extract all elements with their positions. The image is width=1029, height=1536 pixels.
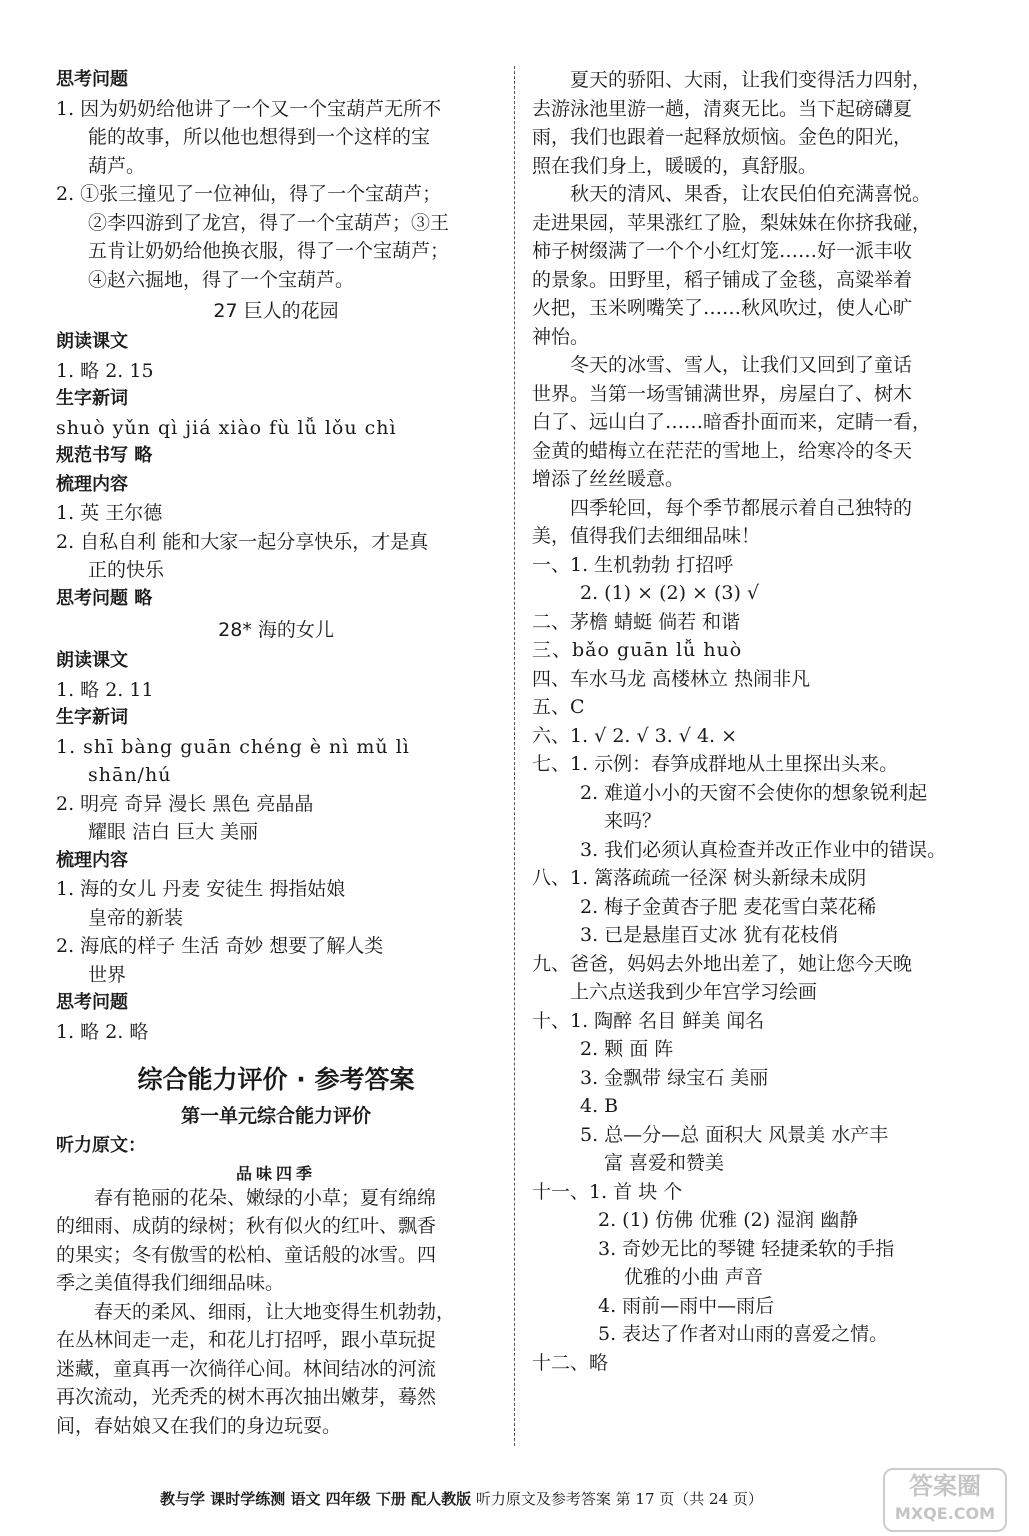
text-line: 七、1. 示例：春笋成群地从土里探出头来。	[532, 753, 899, 775]
left-column	[56, 66, 496, 1440]
text-line: 2. (1) 仿佛 优雅 (2) 湿润 幽静	[598, 1209, 859, 1231]
watermark-url: MXQE.COM	[894, 1504, 996, 1523]
text-line: 4. B	[580, 1095, 619, 1117]
text-line: 2. 海底的样子 生活 奇妙 想要了解人类	[56, 935, 384, 957]
text-line: 神怡。	[532, 325, 590, 348]
section-heading: 思考问题	[56, 992, 128, 1013]
footer-book-title: 教与学 课时学练测 语文 四年级 下册 配人教版	[160, 1490, 472, 1508]
lesson-title: 27 巨人的花园	[213, 300, 339, 322]
passage-title: 品味四季	[235, 1163, 316, 1183]
text-line: 迷藏，童真再一次徜徉心间。林间结冰的河流	[56, 1357, 437, 1380]
text-line: 优雅的小曲 声音	[624, 1266, 764, 1288]
text-line: 上六点送我到少年宫学习绘画	[570, 981, 818, 1003]
column-divider	[514, 66, 515, 1446]
text-line: ②李四游到了龙宫，得了一个宝葫芦；③王	[88, 211, 450, 234]
text-line: 金黄的蜡梅立在茫茫的雪地上，给寒冷的冬天	[532, 439, 913, 462]
text-line: 季之美值得我们细细品味。	[56, 1272, 285, 1294]
text-line: 十、1. 陶醉 名目 鲜美 闻名	[532, 1009, 765, 1032]
text-line: 1. 略 2. 略	[56, 1020, 149, 1043]
text-line: 冬天的冰雪、雪人，让我们又回到了童话	[570, 354, 913, 376]
section-heading: 朗读课文	[56, 650, 128, 671]
lesson-title: 28* 海的女儿	[218, 619, 334, 641]
text-line: 2. 梅子金黄杏子肥 麦花雪白菜花稀	[580, 895, 877, 918]
text-line: 五肯让奶奶给他换衣服，得了一个宝葫芦；	[88, 240, 450, 262]
text-line: 2. 自私自利 能和大家一起分享快乐，才是真	[56, 530, 429, 553]
text-line: 5. 表达了作者对山雨的喜爱之情。	[598, 1323, 889, 1345]
text-line: 在丛林间走一走，和花儿打招呼，跟小草玩捉	[56, 1329, 437, 1351]
text-line: 四、车水马龙 高楼林立 热闹非凡	[532, 667, 811, 690]
text-line: 1. 略 2. 15	[56, 359, 154, 382]
text-line: 1. 略 2. 11	[56, 678, 154, 701]
section-heading: 梳理内容	[56, 473, 128, 495]
text-line: 走进果园，苹果涨红了脸，梨妹妹在你挤我碰，	[532, 211, 932, 234]
text-line: 1. shī bàng guān chéng è nì mǔ lì	[56, 735, 410, 758]
text-line: 正的快乐	[88, 559, 165, 581]
text-line: 葫芦。	[88, 154, 146, 177]
text-line: 来吗？	[604, 810, 662, 832]
text-line: 3. 已是悬崖百丈冰 犹有花枝俏	[580, 924, 839, 946]
text-line: 间，春姑娘又在我们的身边玩耍。	[56, 1414, 342, 1437]
text-line: 的细雨、成荫的绿树；秋有似火的红叶、飘香	[56, 1215, 437, 1237]
text-line: 1. 英 王尔德	[56, 502, 163, 524]
text-line: 九、爸爸，妈妈去外地出差了，她让您今天晚	[532, 952, 913, 975]
text-line: 春有艳丽的花朵、嫩绿的小草；夏有绵绵	[94, 1186, 437, 1209]
section-heading: 生字新词	[56, 388, 128, 409]
text-line: 2. (1) × (2) × (3) √	[580, 582, 760, 604]
text-line: 六、1. √ 2. √ 3. √ 4. ×	[532, 724, 738, 747]
section-heading: 听力原文：	[56, 1135, 146, 1156]
page-footer	[160, 1488, 763, 1510]
right-column	[532, 66, 977, 1377]
text-line: 八、1. 篱落疏疏一径深 树头新绿未成阴	[532, 867, 867, 889]
text-line: 五、C	[532, 696, 585, 718]
text-line: 白了、远山白了……暗香扑面而来，定睛一看，	[532, 411, 932, 433]
text-line: 4. 雨前—雨中—雨后	[598, 1294, 775, 1317]
text-line: 耀眼 洁白 巨大 美丽	[88, 821, 259, 843]
text-line: 去游泳池里游一趟，清爽无比。当下起磅礴夏	[532, 97, 913, 120]
text-line: 的景象。田野里，稻子铺成了金毯，高粱举着	[532, 268, 913, 291]
text-line: 2. 明亮 奇异 漫长 黑色 亮晶晶	[56, 792, 314, 815]
text-line: 1. 因为奶奶给他讲了一个又一个宝葫芦无所不	[56, 97, 442, 120]
text-line: 3. 奇妙无比的琴键 轻捷柔软的手指	[598, 1237, 895, 1260]
text-line: 增添了丝丝暖意。	[532, 468, 685, 490]
text-line: 世界。当第一场雪铺满世界，房屋白了、树木	[532, 382, 913, 405]
text-line: 3. 金飘带 绿宝石 美丽	[580, 1066, 769, 1089]
text-line: 十二、略	[532, 1351, 609, 1374]
text-line: shuò yǔn qì jiá xiào fù lǚ lǒu chì	[56, 416, 397, 439]
section-heading: 规范书写 略	[56, 445, 153, 466]
text-line: 火把，玉米咧嘴笑了……秋风吹过，使人心旷	[532, 297, 913, 319]
text-line: 富 喜爱和赞美	[604, 1152, 725, 1174]
text-line: 1. 海的女儿 丹麦 安徒生 拇指姑娘	[56, 878, 346, 900]
section-heading: 朗读课文	[56, 331, 128, 352]
text-line: 照在我们身上，暖暖的，真舒服。	[532, 154, 818, 177]
text-line: 2. 颗 面 阵	[580, 1038, 674, 1060]
text-line: 世界	[88, 963, 127, 986]
text-line: 美，值得我们去细细品味！	[532, 525, 761, 547]
footer-page-info: 听力原文及参考答案 第 17 页（共 24 页）	[471, 1490, 763, 1508]
text-line: 皇帝的新装	[88, 906, 184, 929]
text-line: 秋天的清风、果香，让农民伯伯充满喜悦。	[570, 183, 932, 205]
text-line: shān/hú	[88, 764, 172, 786]
text-line: 2. ①张三撞见了一位神仙，得了一个宝葫芦；	[56, 183, 442, 205]
section-heading: 生字新词	[56, 707, 128, 728]
section-heading: 梳理内容	[56, 849, 128, 871]
text-line: 能的故事，所以他也想得到一个这样的宝	[88, 126, 431, 148]
section-heading: 思考问题	[56, 69, 128, 90]
text-line: 一、1. 生机勃勃 打招呼	[532, 553, 734, 576]
text-line: 的果实；冬有傲雪的松柏、童话般的冰雪。四	[56, 1243, 437, 1266]
text-line: 2. 难道小小的天窗不会使你的想象锐利起	[580, 781, 928, 804]
chapter-title: 综合能力评价 · 参考答案	[137, 1065, 415, 1094]
unit-title: 第一单元综合能力评价	[180, 1105, 371, 1127]
watermark-logo	[883, 1468, 1007, 1532]
text-line: 三、bǎo guān lǚ huò	[532, 639, 743, 661]
watermark-text: 答案圈	[909, 1471, 981, 1500]
text-line: 3. 我们必须认真检查并改正作业中的错误。	[580, 838, 947, 861]
text-line: 十一、1. 首 块 个	[532, 1180, 683, 1203]
text-line: 柿子树缀满了一个个小红灯笼……好一派丰收	[532, 240, 913, 262]
text-line: 夏天的骄阳、大雨，让我们变得活力四射，	[570, 69, 932, 91]
text-line: 四季轮回，每个季节都展示着自己独特的	[570, 496, 913, 519]
text-line: 再次流动，光秃秃的树木再次抽出嫩芽，蓦然	[56, 1386, 437, 1408]
text-line: 二、茅檐 蜻蜓 倘若 和谐	[532, 610, 741, 633]
section-heading: 思考问题 略	[56, 587, 153, 609]
text-line: ④赵六掘地，得了一个宝葫芦。	[88, 268, 355, 291]
text-line: 5. 总—分—总 面积大 风景美 水产丰	[580, 1123, 889, 1146]
text-line: 春天的柔风、细雨，让大地变得生机勃勃，	[94, 1300, 456, 1323]
text-line: 雨，我们也跟着一起释放烦恼。金色的阳光，	[532, 126, 913, 148]
